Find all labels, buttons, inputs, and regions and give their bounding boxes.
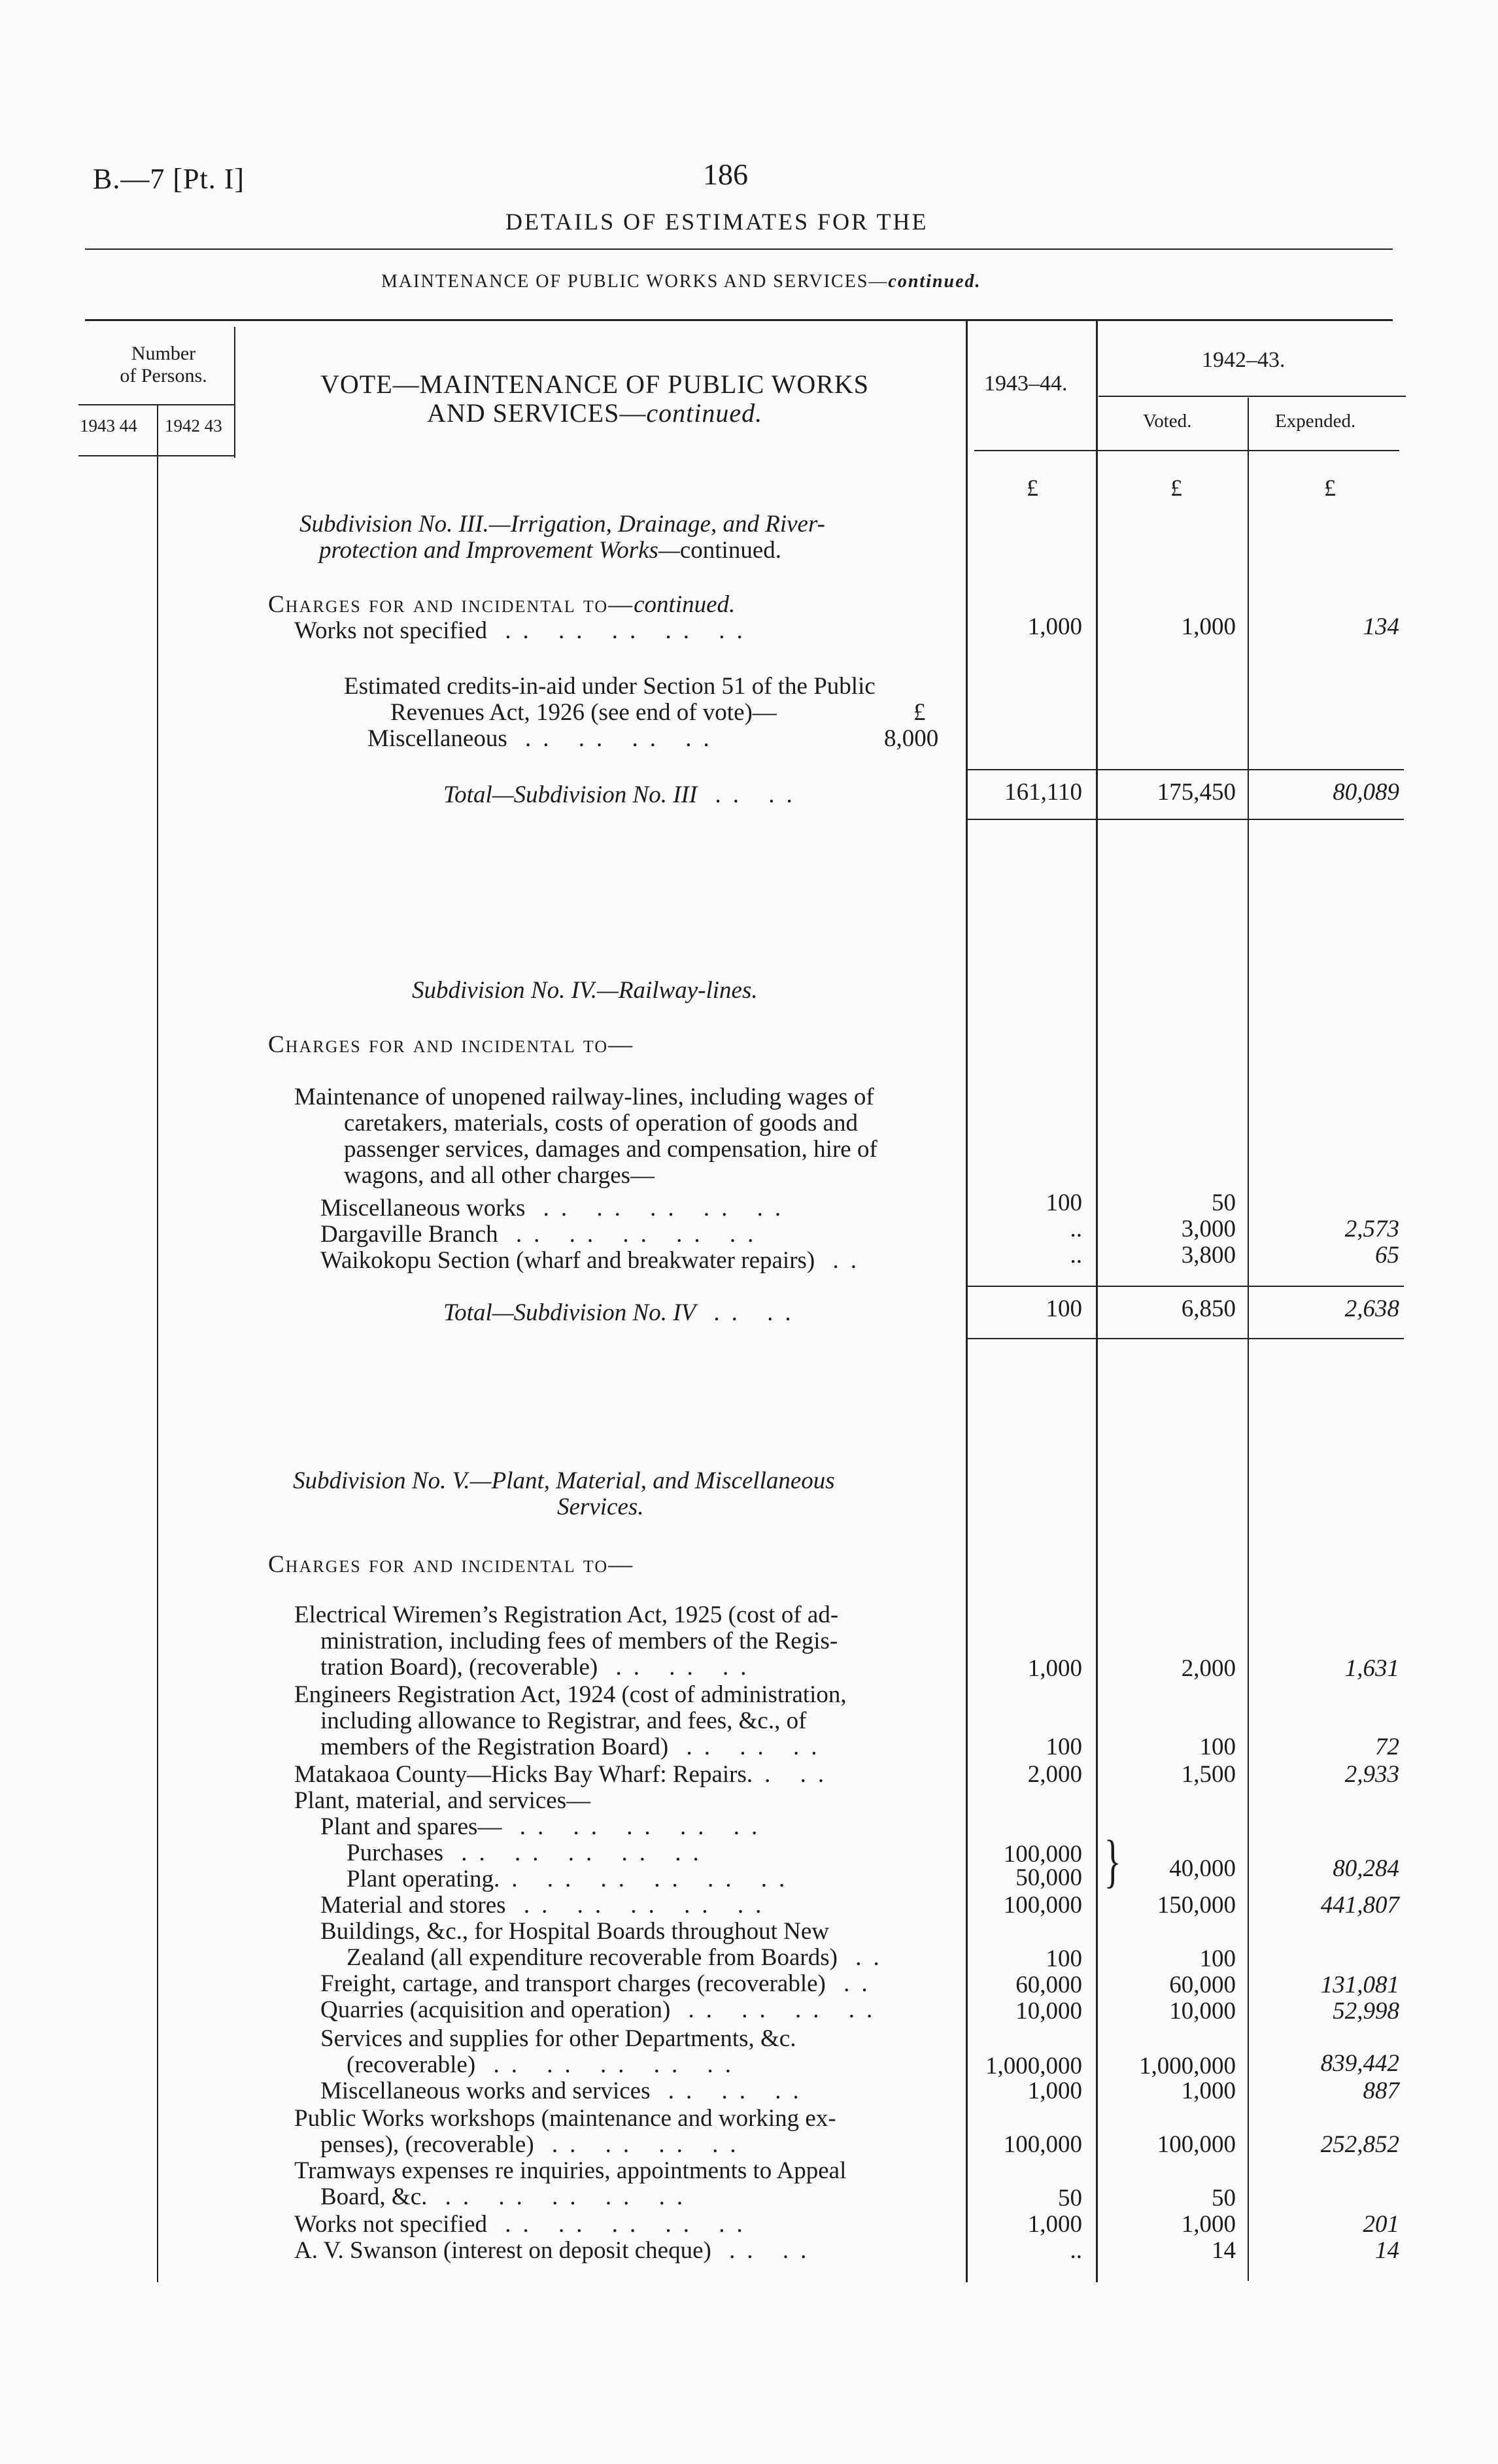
sub3-works-1943: 1,000 <box>1027 613 1082 640</box>
sub5-purchases-1943: 100,000 <box>1003 1841 1082 1868</box>
sub5-title-line2: Services. <box>557 1494 644 1520</box>
sub5-buildings-voted: 100 <box>1199 1945 1236 1972</box>
sub3-works-label: Works not specified .. .. .. .. .. <box>294 617 755 644</box>
sub5-matakaoa-expended: 2,933 <box>1344 1761 1399 1788</box>
sub5-quarries-expended: 52,998 <box>1333 1998 1399 2025</box>
sub4-row-dargaville-1943: .. <box>1070 1216 1082 1242</box>
sub5-quarries-voted: 10,000 <box>1169 1998 1236 2025</box>
sub4-maint-line2: caretakers, materials, costs of operation of goods and <box>344 1110 858 1137</box>
column-1943-44: 1943–44. <box>984 371 1068 396</box>
sub5-material-voted: 150,000 <box>1157 1892 1236 1919</box>
sub4-total-rule-bottom <box>966 1338 1404 1339</box>
sub4-row-waikokopu-1943: .. <box>1070 1242 1082 1269</box>
sub5-plant-expended: 80,284 <box>1333 1855 1399 1882</box>
sub4-row-waikokopu-label: Waikokopu Section (wharf and breakwater repairs) .. <box>320 1247 868 1274</box>
sub5-tramways-voted: 50 <box>1212 2185 1236 2212</box>
sub5-ew-voted: 2,000 <box>1181 1655 1236 1682</box>
sub5-plant-operating-1943: 50,000 <box>1015 1864 1082 1891</box>
sub4-row-misc-voted: 50 <box>1212 1189 1236 1216</box>
sub5-buildings-line2: Zealand (all expenditure recoverable from Boards) .. <box>347 1944 891 1971</box>
sub5-services-line1: Services and supplies for other Departments, &c. <box>320 2025 796 2052</box>
sub5-er-1943: 100 <box>1046 1734 1082 1760</box>
sub5-workshops-voted: 100,000 <box>1157 2131 1236 2158</box>
sub5-plant-spares-heading: Plant and spares— .. .. .. .. .. <box>320 1813 770 1840</box>
sub5-misc-works-expended: 887 <box>1363 2078 1399 2104</box>
sub5-ew-line1: Electrical Wiremen’s Registration Act, 1925 (cost of ad- <box>294 1601 839 1628</box>
sub4-row-misc-1943: 100 <box>1046 1189 1082 1216</box>
sub5-misc-works-1943: 1,000 <box>1027 2078 1082 2104</box>
sub3-credits-line2: Revenues Act, 1926 (see end of vote)— <box>390 699 777 726</box>
sub5-services-1943: 1,000,000 <box>985 2053 1082 2079</box>
sub5-works-not-specified-1943: 1,000 <box>1027 2211 1082 2238</box>
sub3-total-label: Total—Subdivision No. III .. .. <box>443 781 804 808</box>
sub3-total-expended: 80,089 <box>1333 779 1399 806</box>
header-bottom-rule <box>974 450 1399 451</box>
sub5-plant-heading: Plant, material, and services— <box>294 1787 591 1814</box>
sub5-swanson-1943: .. <box>1070 2237 1082 2264</box>
sub4-row-dargaville-voted: 3,000 <box>1181 1216 1236 1242</box>
sub5-title-line1: Subdivision No. V.—Plant, Material, and Miscellaneous <box>293 1467 835 1494</box>
sub5-er-line2: including allowance to Registrar, and fees, &c., of <box>320 1707 807 1734</box>
sub5-er-line1: Engineers Registration Act, 1924 (cost of administration, <box>294 1681 847 1708</box>
sub5-workshops-line2: penses), (recoverable) .. .. .. .. <box>320 2131 748 2158</box>
sub4-row-dargaville-label: Dargaville Branch .. .. .. .. .. <box>320 1221 766 1248</box>
sub5-plant-voted: 40,000 <box>1169 1855 1236 1882</box>
sub3-misc-label: Miscellaneous .. .. .. .. <box>367 725 721 752</box>
sub4-row-dargaville-expended: 2,573 <box>1344 1216 1399 1242</box>
sub5-freight-expended: 131,081 <box>1320 1972 1399 1998</box>
sub5-ew-line2: ministration, including fees of members of the Regis- <box>320 1628 838 1654</box>
sub4-charges-heading: Charges for and incidental to— <box>268 1031 634 1058</box>
column-expended: Expended. <box>1275 411 1356 432</box>
plant-brace-icon: } <box>1104 1829 1121 1894</box>
header-rule <box>85 248 1393 250</box>
persons-column-edge <box>234 327 235 458</box>
pound-sign-1943: £ <box>1027 475 1038 501</box>
sub3-works-expended: 134 <box>1363 613 1399 640</box>
sub5-er-line3: members of the Registration Board) .. .. .. <box>320 1734 829 1760</box>
sub4-total-rule-top <box>966 1286 1404 1287</box>
sub5-freight-label: Freight, cartage, and transport charges (recoverable) .. <box>320 1970 879 1997</box>
sub5-ew-line3: tration Board), (recoverable) .. .. .. <box>320 1654 758 1681</box>
sub3-title-line1: Subdivision No. III.—Irrigation, Drainage, and River- <box>299 511 825 538</box>
pound-sign-voted: £ <box>1170 475 1182 501</box>
sub3-total-voted: 175,450 <box>1157 779 1236 806</box>
sub5-tramways-line2: Board, &c. .. .. .. .. .. <box>320 2183 695 2210</box>
table-top-rule <box>85 319 1393 321</box>
sub5-plant-operating-label: Plant operating.. .. .. .. .. .. <box>347 1866 797 1892</box>
sub5-works-not-specified-expended: 201 <box>1363 2211 1399 2238</box>
column-divider-expended <box>1248 398 1249 2281</box>
sub5-services-voted: 1,000,000 <box>1139 2053 1236 2079</box>
sub5-works-not-specified-voted: 1,000 <box>1181 2211 1236 2238</box>
column-divider-voted <box>1096 320 1098 2282</box>
sub5-swanson-expended: 14 <box>1375 2237 1399 2264</box>
sub5-matakaoa-label: Matakaoa County—Hicks Bay Wharf: Repairs.. .. <box>294 1761 836 1788</box>
number-persons-heading: Number of Persons. <box>120 343 207 386</box>
page-title: DETAILS OF ESTIMATES FOR THE <box>505 209 928 235</box>
sub5-matakaoa-1943: 2,000 <box>1027 1761 1082 1788</box>
sub3-credits-pound: £ <box>913 699 926 726</box>
sub4-maint-line4: wagons, and all other charges— <box>344 1162 655 1189</box>
sub5-buildings-1943: 100 <box>1046 1945 1082 1972</box>
sub5-material-label: Material and stores .. .. .. .. .. <box>320 1892 774 1919</box>
sub4-total-expended: 2,638 <box>1344 1295 1399 1322</box>
page-subtitle: MAINTENANCE OF PUBLIC WORKS AND SERVICES—continued. <box>381 271 981 292</box>
sub3-credits-line1: Estimated credits-in-aid under Section 51 of the Public <box>344 673 876 700</box>
year-1943-44-label: 1943 44 <box>80 416 137 436</box>
sub4-total-voted: 6,850 <box>1181 1295 1236 1322</box>
sub4-total-label: Total—Subdivision No. IV .. .. <box>443 1299 803 1326</box>
sub5-quarries-label: Quarries (acquisition and operation) .. .. .. .. <box>320 1996 885 2023</box>
sub5-freight-1943: 60,000 <box>1015 1972 1082 1998</box>
sub4-row-waikokopu-voted: 3,800 <box>1181 1242 1236 1269</box>
sub4-row-waikokopu-expended: 65 <box>1375 1242 1399 1269</box>
sub5-quarries-1943: 10,000 <box>1015 1998 1082 2025</box>
sub5-works-not-specified-label: Works not specified .. .. .. .. .. <box>294 2211 755 2238</box>
sub5-material-1943: 100,000 <box>1003 1892 1082 1919</box>
pound-sign-expended: £ <box>1324 475 1336 501</box>
sub5-material-expended: 441,807 <box>1320 1892 1399 1919</box>
document-reference: B.—7 [Pt. I] <box>93 163 245 195</box>
sub3-total-1943: 161,110 <box>1004 779 1082 806</box>
vote-title: VOTE—MAINTENANCE OF PUBLIC WORKS AND SERVICES—continued. <box>320 369 870 428</box>
sub5-freight-voted: 60,000 <box>1169 1972 1236 1998</box>
sub5-workshops-line1: Public Works workshops (maintenance and working ex- <box>294 2105 836 2132</box>
year-1942-43-label: 1942 43 <box>165 416 222 436</box>
sub5-tramways-line1: Tramways expenses re inquiries, appointments to Appeal <box>294 2157 847 2184</box>
sub5-ew-expended: 1,631 <box>1344 1655 1399 1682</box>
sub4-maint-line3: passenger services, damages and compensation, hire of <box>344 1136 877 1163</box>
sub5-misc-works-voted: 1,000 <box>1181 2078 1236 2104</box>
sub5-tramways-1943: 50 <box>1058 2185 1082 2212</box>
sub3-title-line2: protection and Improvement Works—continued. <box>319 537 781 564</box>
sub5-buildings-line1: Buildings, &c., for Hospital Boards throughout New <box>320 1918 829 1945</box>
sub3-misc-amount: 8,000 <box>884 725 939 752</box>
sub5-ew-1943: 1,000 <box>1027 1655 1082 1682</box>
sub4-title: Subdivision No. IV.—Railway-lines. <box>412 977 758 1004</box>
sub5-swanson-voted: 14 <box>1212 2237 1236 2264</box>
sub5-swanson-label: A. V. Swanson (interest on deposit cheque) .. .. <box>294 2237 819 2264</box>
sub4-row-misc-label: Miscellaneous works .. .. .. .. .. <box>320 1195 793 1222</box>
sub5-services-expended: 839,442 <box>1320 2050 1399 2077</box>
sub4-maint-line1: Maintenance of unopened railway-lines, including wages of <box>294 1084 874 1110</box>
sub5-purchases-label: Purchases .. .. .. .. .. <box>347 1839 711 1866</box>
year-split-rule <box>1098 396 1406 397</box>
sub5-matakaoa-voted: 1,500 <box>1181 1761 1236 1788</box>
page-number: 186 <box>703 158 748 191</box>
sub4-total-1943: 100 <box>1046 1295 1082 1322</box>
sub5-workshops-expended: 252,852 <box>1320 2131 1399 2158</box>
sub5-er-voted: 100 <box>1199 1734 1236 1760</box>
sub5-charges-heading: Charges for and incidental to— <box>268 1551 634 1578</box>
sub3-total-rule-bottom <box>966 819 1404 820</box>
sub3-works-voted: 1,000 <box>1181 613 1236 640</box>
persons-column-divider <box>157 405 158 2282</box>
sub5-services-line2: (recoverable) .. .. .. .. .. <box>347 2051 743 2078</box>
sub5-er-expended: 72 <box>1375 1734 1399 1760</box>
sub3-charges-heading: Charges for and incidental to—continued. <box>268 591 736 618</box>
column-voted: Voted. <box>1143 411 1192 432</box>
column-1942-43: 1942–43. <box>1202 348 1285 372</box>
sub5-workshops-1943: 100,000 <box>1003 2131 1082 2158</box>
sub3-total-rule-top <box>966 769 1404 770</box>
sub5-misc-works-label: Miscellaneous works and services .. .. .. <box>320 2078 811 2104</box>
